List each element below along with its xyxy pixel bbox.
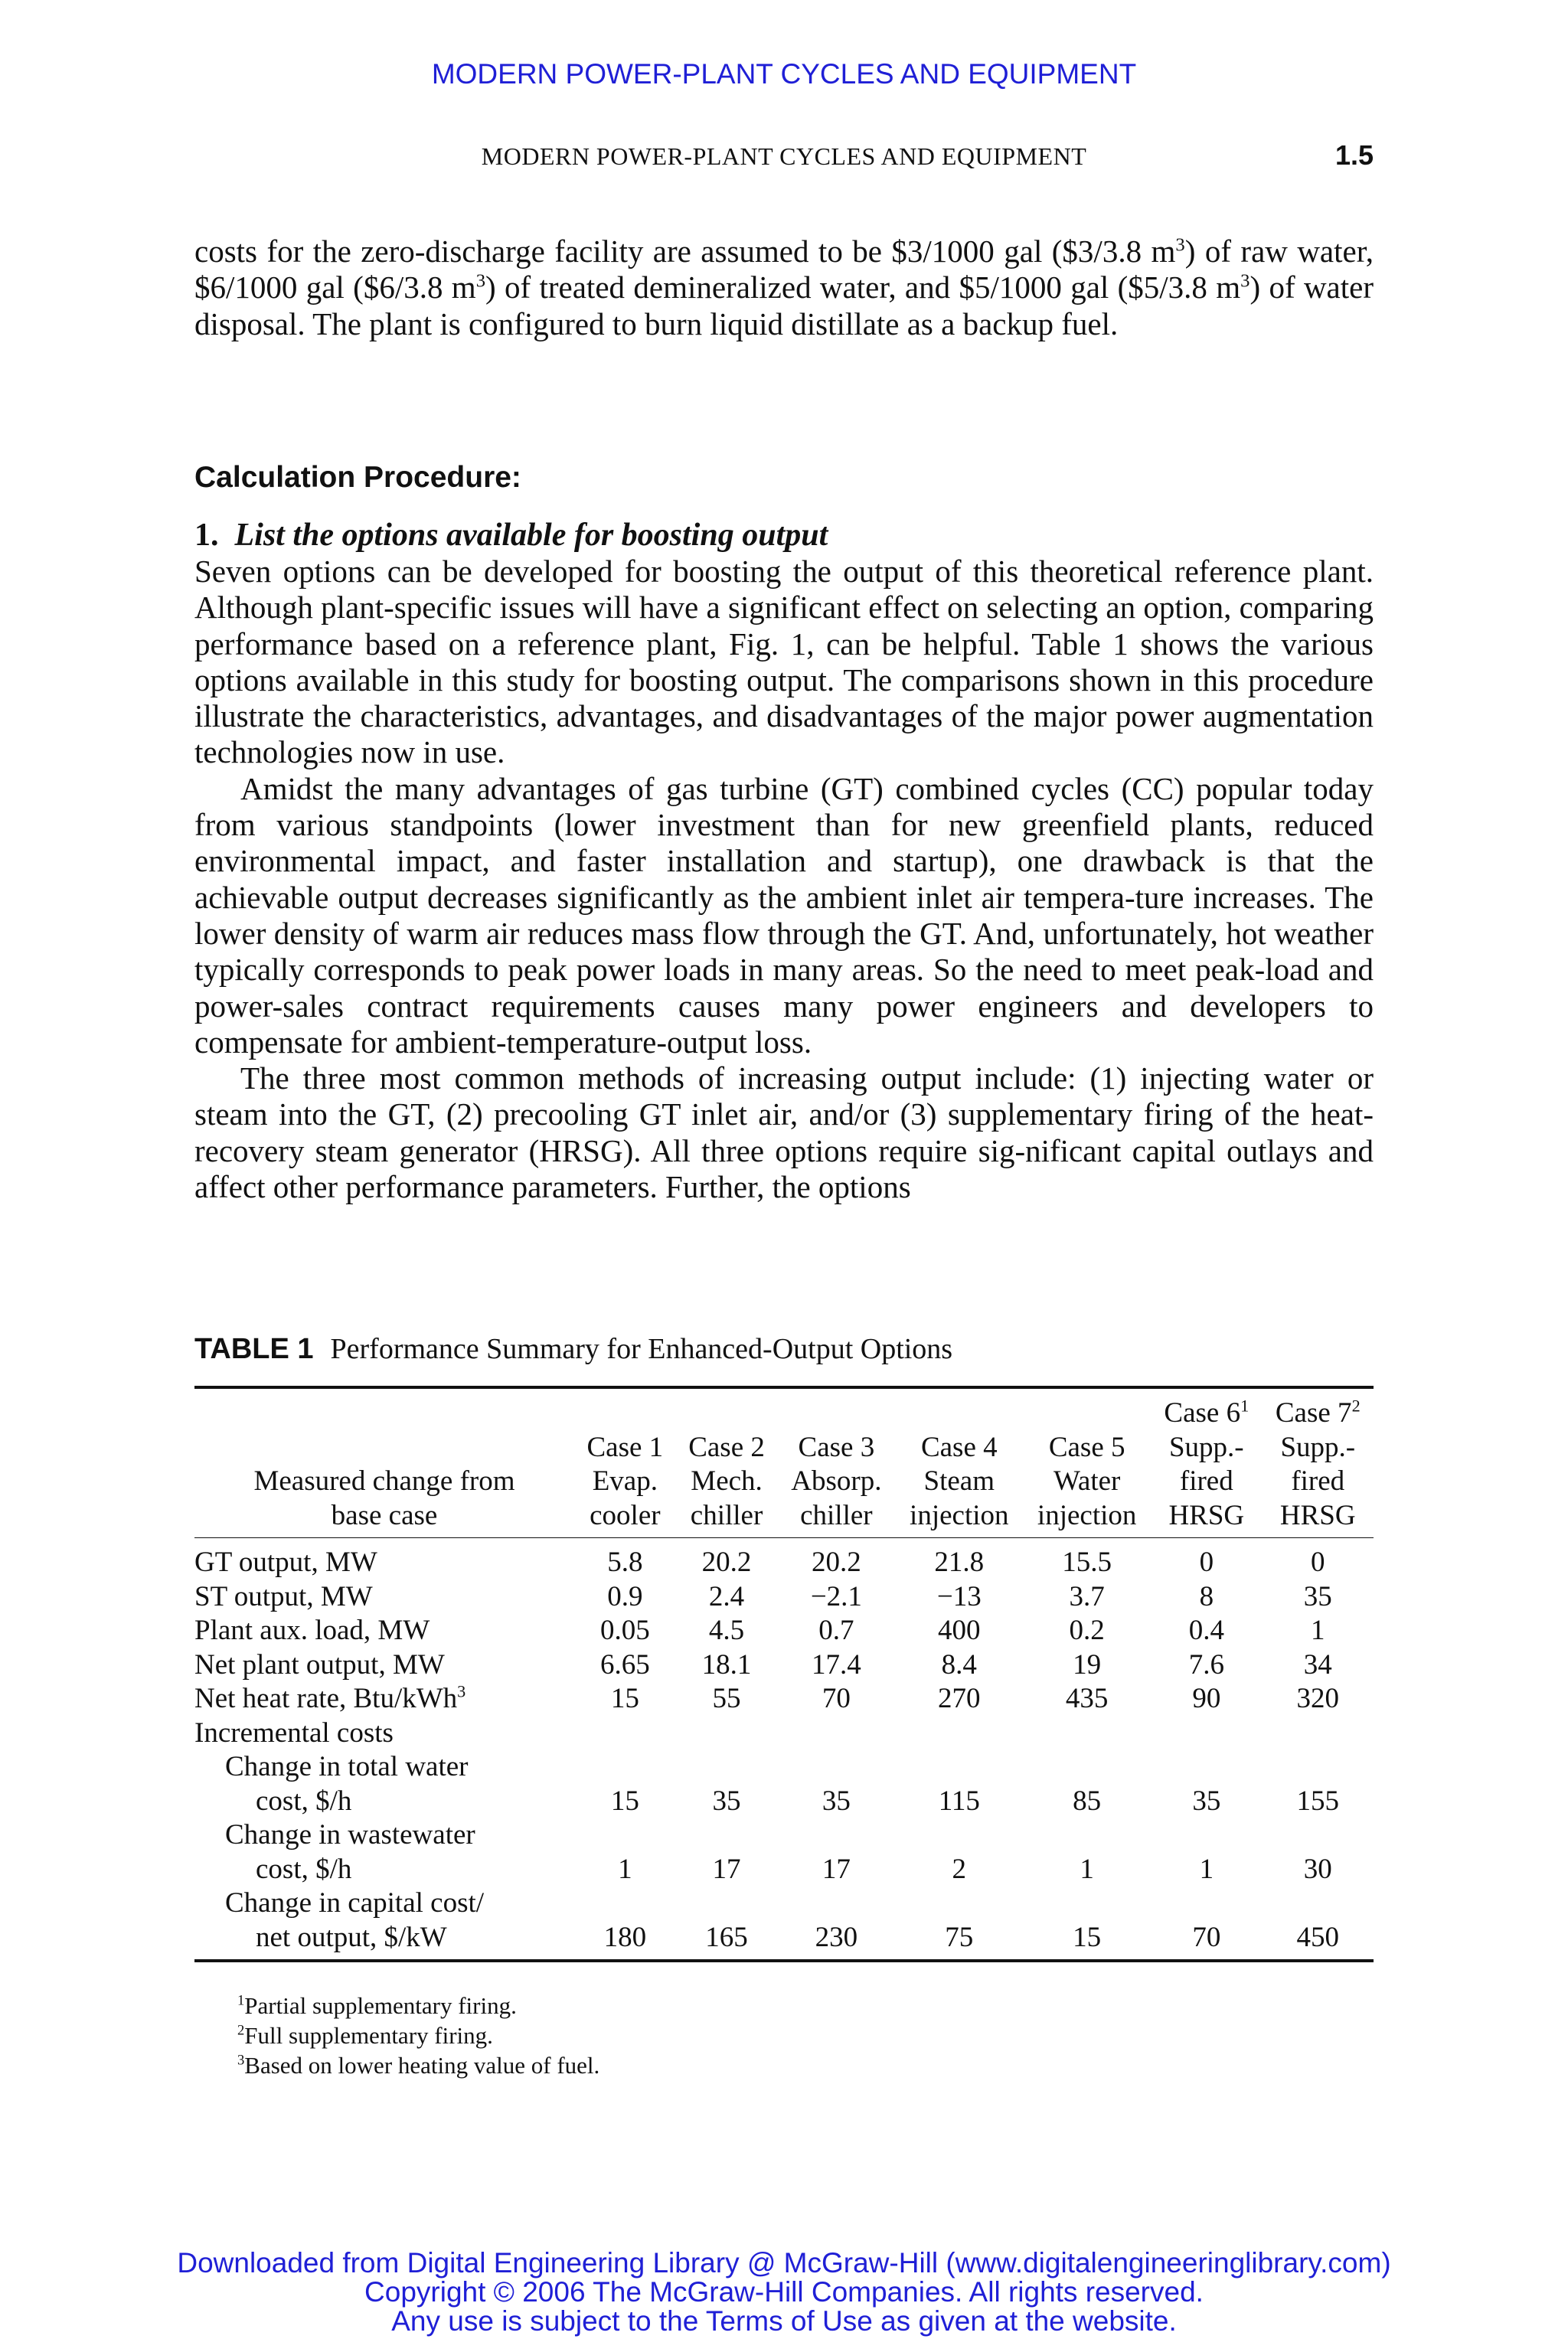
table-footnotes xyxy=(237,1991,599,2080)
column-header-case-6: Case $6^1$ Supp.- fired HRSG xyxy=(1164,1396,1250,1531)
column-header-case-5: Case 5 Water injection xyxy=(1037,1431,1137,1531)
step-number: 1. xyxy=(194,518,219,553)
table-row: Change in wastewater xyxy=(225,1819,475,1851)
footer-download-link[interactable]: Downloaded from Digital Engineering Library @ McGraw-Hill (www.digitalengineeringlibrary.com) xyxy=(177,2247,1391,2278)
footer-terms[interactable]: Any use is subject to the Terms of Use as given at the website. xyxy=(391,2305,1177,2337)
table-header-row xyxy=(194,1387,1374,1538)
column-header-case-7: Case $7^2$ Supp.- fired HRSG xyxy=(1275,1396,1361,1531)
column-header-case-3: Case 3 Absorp. chiller xyxy=(791,1431,882,1531)
step-heading xyxy=(194,517,828,554)
paragraph: The three most common methods of increasing output include: (1) injecting water or steam into the GT, (2) precooling GT inlet air, and/or (3) supplementary firing of the heat-recovery steam generator (HRSG). All three options require sig-nificant capital outlays and affect other performance parameters. Further, the options xyxy=(194,1060,1374,1205)
top-link[interactable]: MODERN POWER-PLANT CYCLES AND EQUIPMENT xyxy=(431,58,1137,90)
footer-copyright[interactable]: Copyright © 2006 The McGraw-Hill Companies. All rights reserved. xyxy=(364,2276,1204,2308)
stub-header: Measured change from base case xyxy=(253,1465,515,1531)
footer-notice[interactable] xyxy=(0,2249,1568,2336)
performance-table xyxy=(194,1386,1374,1962)
table-row: Change in total water xyxy=(225,1751,469,1782)
page-number: 1.5 xyxy=(1334,139,1374,171)
table-title: Performance Summary for Enhanced-Output Options xyxy=(330,1333,953,1365)
table-caption xyxy=(194,1332,952,1366)
table-row: ST output, MW 0.9 2.4 −2.1 −13 3.7 8 35 xyxy=(194,1580,1332,1612)
footnote: $^3$Based on lower heating value of fuel. xyxy=(237,2052,600,2079)
intro-paragraph: costs for the zero-discharge facility are assumed to be $3/1000 gal ($3/3.8 $m^3$) of raw water, $6/1000 gal ($6/3.8 $m^3$) of treated demineralized water, and $5/1000 gal ($5/3.8 $m^3$) of water disposal. The plant is configured to burn liquid distillate as a backup fuel. xyxy=(194,234,1374,341)
paragraph: Seven options can be developed for boosting the output of this theoretical reference plant. Although plant-specific issues will have a significant effect on selecting an option, comparing performance based on a reference plant, Fig. 1, can be helpful. Table 1 shows the various options available in this study for boosting output. The comparisons shown in this procedure illustrate the characteristics, advantages, and disadvantages of the major power augmentation technologies now in use. xyxy=(194,554,1374,770)
table-container xyxy=(194,1386,1374,1962)
footnote: $^1$Partial supplementary firing. xyxy=(237,1992,517,2019)
table-row: Plant aux. load, MW 0.05 4.5 0.7 400 0.2 0.4 1 xyxy=(194,1615,1325,1646)
column-header-case-1: Case 1 Evap. cooler xyxy=(586,1431,664,1531)
table-row: Change in capital cost/ xyxy=(225,1887,485,1919)
step-title: List the options available for boosting output xyxy=(234,518,828,553)
table-row: cost, $/h 15 35 35 115 85 35 155 xyxy=(256,1785,1340,1817)
section-heading: Calculation Procedure: xyxy=(194,461,521,494)
column-header-case-4: Case 4 Steam injection xyxy=(910,1431,1009,1531)
table-row: Net heat rate, Btu/kWh$^3$ 15 55 70 270 435 90 320 xyxy=(194,1681,1340,1714)
table-row: net output, $/kW 180 165 230 75 15 70 450 xyxy=(256,1921,1340,1953)
table-row: GT output, MW 5.8 20.2 20.2 21.8 15.5 0 0 xyxy=(194,1547,1325,1578)
step-body xyxy=(194,554,1374,1205)
running-head: MODERN POWER-PLANT CYCLES AND EQUIPMENT xyxy=(481,142,1087,170)
footnote: $^2$Full supplementary firing. xyxy=(237,2022,493,2049)
column-header-case-2: Case 2 Mech. chiller xyxy=(688,1431,765,1531)
paragraph: Amidst the many advantages of gas turbine (GT) combined cycles (CC) popular today from various standpoints (lower investment than for new greenfield plants, reduced environmental impact, and faster installation and startup), one drawback is that the achievable output decreases significantly as the ambient inlet air tempera-ture increases. The lower density of warm air reduces mass flow through the GT. And, unfortunately, hot weather typically corresponds to peak power loads in many areas. So the need to meet peak-load and power-sales contract requirements causes many power engineers and developers to compensate for ambient-temperature-output loss. xyxy=(194,770,1374,1060)
table-row: Net plant output, MW 6.65 18.1 17.4 8.4 19 7.6 34 xyxy=(194,1648,1332,1681)
table-label: TABLE 1 xyxy=(194,1333,314,1365)
table-row: cost, $/h 1 17 17 2 1 1 30 xyxy=(256,1853,1332,1885)
table-row: Incremental costs xyxy=(194,1717,394,1749)
